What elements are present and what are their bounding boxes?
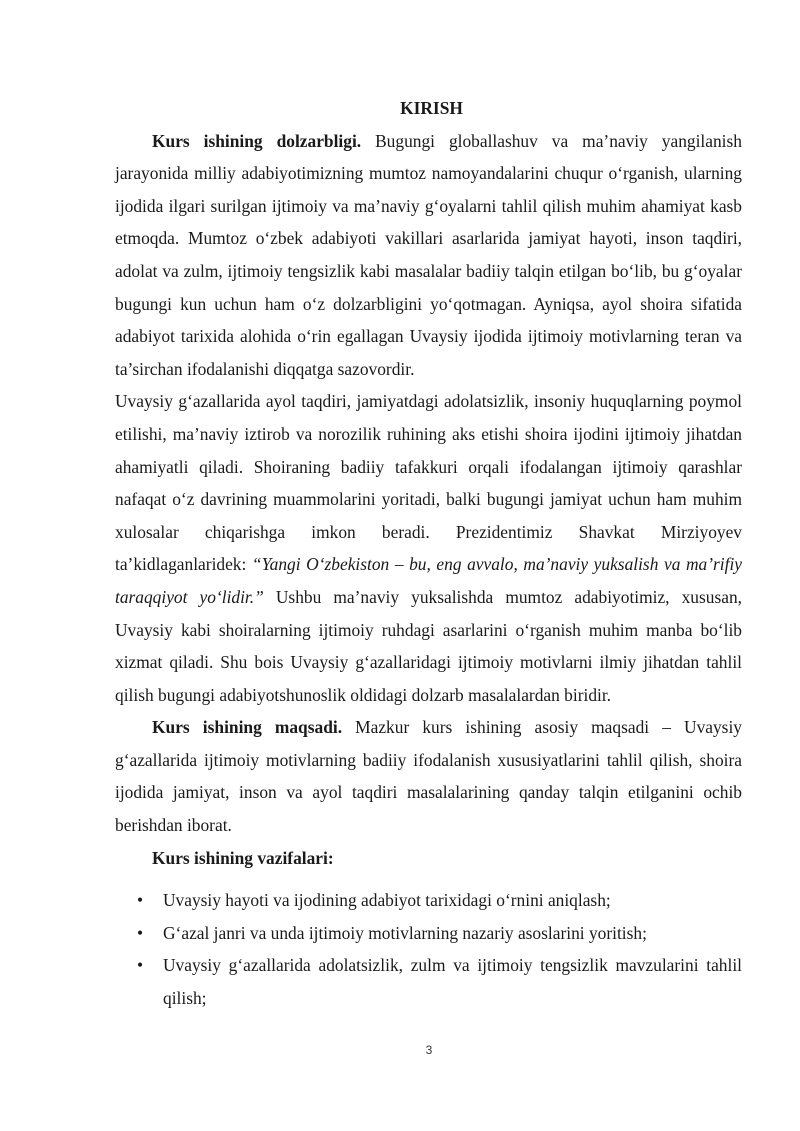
list-item bbox=[115, 917, 742, 950]
task-text: Uvaysiy g‘azallarida adolatsizlik, zulm va ijtimoiy tengsizlik mavzularini tahlil qilish; bbox=[163, 955, 742, 1009]
goal-paragraph bbox=[115, 711, 742, 841]
section-heading: KIRISH bbox=[400, 98, 463, 118]
bullet-icon: • bbox=[137, 922, 144, 943]
relevance-paragraph bbox=[115, 125, 742, 386]
bullet-icon: • bbox=[137, 955, 144, 976]
bullet-icon: • bbox=[137, 890, 144, 911]
goal-label: Kurs ishining maqsadi. bbox=[152, 717, 343, 738]
relevance-label: Kurs ishining dolzarbligi. bbox=[152, 130, 362, 151]
goal-text: Mazkur kurs ishining asosiy maqsadi – Uvaysiy g‘azallarida ijtimoiy motivlarning badiiy ifodalanish xususiyatlarini tahlil qilish, shoira ijodida jamiyat, inson va ayol taqdiri masalalarining qanday talqin etilganini ochib berishdan iborat. bbox=[115, 717, 742, 836]
context-paragraph bbox=[115, 385, 742, 711]
list-item bbox=[115, 884, 742, 917]
context-text-after-quote: Ushbu ma’naviy yuksalishda mumtoz adabiyotimiz, xususan, Uvaysiy kabi shoiralarning ijtimoiy ruhdagi asarlarini o‘rganish muhim manba bo‘lib xizmat qiladi. Shu bois Uvaysiy g‘azallaridagi ijtimoiy motivlarni ilmiy jihatdan tahlil qilish bugungi adabiyotshunoslik oldidagi dolzarb masalalardan biridir. bbox=[115, 586, 742, 705]
page-content bbox=[115, 92, 742, 1015]
tasks-list bbox=[115, 884, 742, 1014]
task-text: G‘azal janri va unda ijtimoiy motivlarning nazariy asoslarini yoritish; bbox=[163, 922, 647, 943]
page-number: 3 bbox=[425, 1043, 433, 1057]
president-quote: “Yangi O‘zbekiston – bu, eng avvalo, ma’naviy yuksalish va ma’rifiy taraqqiyot yo‘lidir.” bbox=[115, 554, 742, 607]
task-text: Uvaysiy hayoti va ijodining adabiyot tarixidagi o‘rnini aniqlash; bbox=[163, 890, 611, 911]
list-item bbox=[115, 949, 742, 1014]
tasks-heading: Kurs ishining vazifalari: bbox=[152, 847, 334, 868]
context-text-before-quote: Uvaysiy g‘azallarida ayol taqdiri, jamiyatdagi adolatsizlik, insoniy huquqlarning poymol etilishi, ma’naviy iztirob va norozilik ruhining aks etishi shoira ijodini ijtimoiy jihatdan ahamiyatli qiladi. Shoiraning badiiy tafakkuri orqali ifodalangan ijtimoiy qarashlar nafaqat o‘z davrining muammolarini yoritadi, balki bugungi jamiyat uchun ham muhim xulosalar chiqarishga imkon beradi. Prezidentimiz Shavkat Mirziyoyev ta’kidlaganlaridek: bbox=[115, 391, 742, 575]
relevance-text: Bugungi globallashuv va ma’naviy yangilanish jarayonida milliy adabiyotimizning mumtoz namoyandalarini chuqur o‘rganish, ularning ijodida ilgari surilgan ijtimoiy va ma’naviy g‘oyalarni tahlil qilish muhim ahamiyat kasb etmoqda. Mumtoz o‘zbek adabiyoti vakillari asarlarida jamiyat hayoti, inson taqdiri, adolat va zulm, ijtimoiy tengsizlik kabi masalalar badiiy talqin etilgan bo‘lib, bu g‘oyalar bugungi kun uchun ham o‘z dolzarbligini yo‘qotmagan. Ayniqsa, ayol shoira sifatida adabiyot tarixida alohida o‘rin egallagan Uvaysiy ijodida ijtimoiy motivlarning teran va ta’sirchan ifodalanishi diqqatga sazovordir. bbox=[115, 130, 742, 379]
